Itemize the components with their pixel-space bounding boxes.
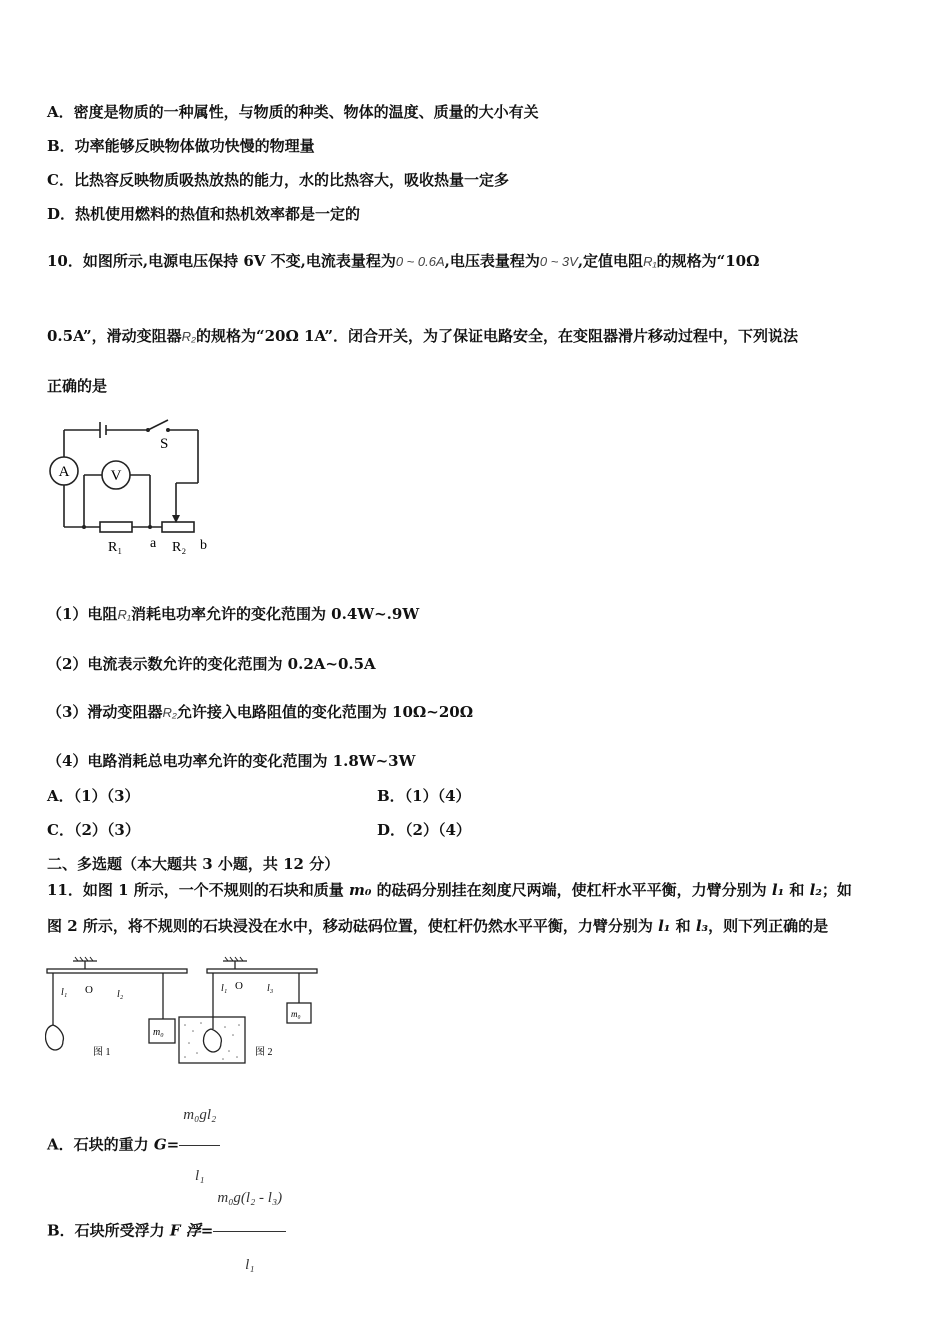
fig2-caption: 图 2 <box>255 1047 273 1058</box>
fig1-pivot-label: O <box>85 984 93 996</box>
q10-statement-4: （4）电路消耗总电功率允许的变化范围为 1.8W~3W <box>47 752 416 770</box>
fig2-weight-label: m₀ <box>291 1009 301 1019</box>
ammeter-label: A <box>58 464 70 480</box>
q9-option-d: D．热机使用燃料的热值和热机效率都是一定的 <box>47 205 361 223</box>
voltmeter-label: V <box>110 468 122 484</box>
fig1-caption: 图 1 <box>93 1047 111 1058</box>
q11-stem-line2: 图 2 所示，将不规则的石块浸没在水中，移动砝码位置，使杠杆仍然水平平衡，力臂分别为 l₁ 和 l₃，则下列正确的是 <box>47 917 829 935</box>
section-heading: 二、多选题（本大题共 3 小题，共 12 分） <box>47 855 340 873</box>
q9-option-b: B．功率能够反映物体做功快慢的物理量 <box>47 137 315 155</box>
fig2-stone <box>204 1029 222 1052</box>
lever-figures <box>45 955 325 1067</box>
option-b-fraction: $\frac{\text{m₀g(l₂ - l₃)}}{\text{l₁}}$ <box>213 1168 286 1295</box>
fig2-pivot-label: O <box>235 980 243 992</box>
q10-option-c: C．（2）（3） <box>47 821 140 839</box>
fig1-weight-label: m₀ <box>153 1027 164 1038</box>
switch-label: S <box>160 436 169 452</box>
r1-label: R₁ <box>108 540 123 555</box>
point-b-label: b <box>200 538 207 553</box>
r2-label: R₂ <box>172 540 187 555</box>
q10-stem-line2: 0.5A”，滑动变阻器R₂的规格为“20Ω 1A”．闭合开关，为了保证电路安全，在变阻器滑片移动过程中，下列说法 <box>47 327 798 345</box>
q9-option-c: C．比热容反映物质吸热放热的能力，水的比热容大，吸收热量一定多 <box>47 171 509 189</box>
fig2-ruler <box>207 969 317 973</box>
q11-option-b: B．石块所受浮力 F 浮= $\frac{\text{m₀g(l₂ - l₃)}}{\text{l₁}}$ <box>47 1168 286 1295</box>
option-a-fraction: $\frac{\text{m₀gl₂}}{\text{l₁}}$ <box>179 1088 220 1203</box>
fig1-l1-label: l₁ <box>61 987 68 998</box>
switch-blade <box>148 420 168 430</box>
r2-symbol: R₂ <box>181 329 196 344</box>
q10-statement-1: （1）电阻R₁消耗电功率允许的变化范围为 0.4W~.9W <box>47 605 420 623</box>
q11-option-a: A．石块的重力 G= $\frac{\text{m₀gl₂}}{\text{l₁}}$ <box>47 1088 220 1203</box>
fig1-ruler <box>47 969 187 973</box>
q10-statement-3: （3）滑动变阻器R₂允许接入电路阻值的变化范围为 10Ω~20Ω <box>47 703 474 721</box>
fig2-water-tank <box>179 1017 245 1063</box>
fig1-l2-label: l₂ <box>117 989 124 1000</box>
fig2-l1-label: l₁ <box>221 983 228 994</box>
point-a-label: a <box>150 536 157 551</box>
q9-option-a: A．密度是物质的一种属性，与物质的种类、物体的温度、质量的大小有关 <box>47 103 539 121</box>
resistor-r1-body <box>100 522 132 532</box>
q11-stem-line1: 11．如图 1 所示，一个不规则的石块和质量 m₀ 的砝码分别挂在刻度尺两端，使杠杆水平平衡，力臂分别为 l₁ 和 l₂；如 <box>47 881 852 899</box>
circuit-diagram <box>40 415 230 560</box>
q10-option-d: D．（2）（4） <box>377 821 471 839</box>
q10-option-b: B．（1）（4） <box>377 787 471 805</box>
voltage-range-formula: 0 ~ 3V <box>539 254 578 269</box>
q10-statement-2: （2）电流表示数允许的变化范围为 0.2A~0.5A <box>47 655 376 673</box>
current-range-formula: 0 ~ 0.6A <box>395 254 445 269</box>
fig2-l3-label: l₃ <box>267 983 274 994</box>
q10-stem-line3: 正确的是 <box>47 377 108 395</box>
q10-stem-line1: 10．如图所示,电源电压保持 6V 不变,电流表量程为0 ~ 0.6A,电压表量程为0 ~ 3V,定值电阻R₁的规格为“10Ω <box>47 252 760 270</box>
fig1-stone <box>46 1025 64 1050</box>
q10-option-a: A．（1）（3） <box>47 787 140 805</box>
r1-symbol: R₁ <box>643 254 657 269</box>
resistor-r2-body <box>162 522 194 532</box>
